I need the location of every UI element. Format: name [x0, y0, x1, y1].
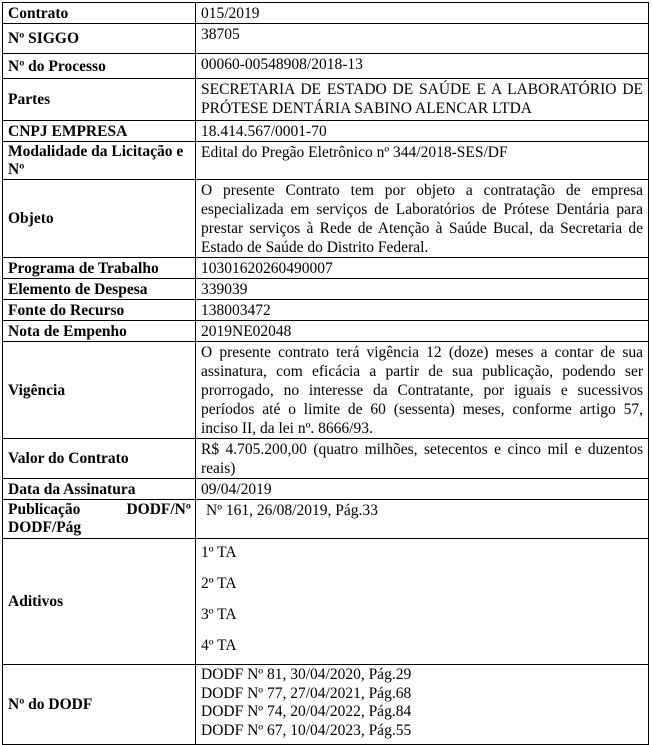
row-dodf [3, 665, 649, 745]
label-modalidade: Modalidade da Licitação e Nº [3, 142, 196, 180]
contract-summary-table [2, 2, 649, 745]
value-vigencia: O presente contrato terá vigência 12 (doze) meses a contar de sua assinatura, com eficácia a partir de sua publicação, podendo ser prorrogado, no interesse da Contratante, por iguais e sucessivos períodos até o limite de 60 (sessenta) meses, conforme artigo 57, inciso II, da lei nº. 8666/93. [196, 342, 649, 439]
value-cnpj: 18.414.567/0001-70 [196, 121, 649, 142]
value-valor: R$ 4.705.200,00 (quatro milhões, setecentos e cinco mil e duzentos reais) [196, 439, 649, 479]
row-cnpj [3, 121, 649, 142]
row-publicacao [3, 500, 649, 539]
label-partes: Partes [3, 79, 196, 121]
label-vigencia: Vigência [3, 342, 196, 439]
row-programa [3, 258, 649, 279]
row-valor [3, 439, 649, 479]
label-valor: Valor do Contrato [3, 439, 196, 479]
label-programa: Programa de Trabalho [3, 258, 196, 279]
label-elemento: Elemento de Despesa [3, 279, 196, 300]
publicacao-label-part1: Publicação [8, 501, 81, 518]
aditivo-item: 3º TA [201, 606, 237, 623]
value-dodf [196, 665, 649, 745]
row-modalidade [3, 142, 649, 180]
row-vigencia [3, 342, 649, 439]
dodf-item: DODF Nº 67, 10/04/2023, Pág.55 [201, 721, 412, 739]
label-dodf: Nº do DODF [3, 665, 196, 745]
row-contrato [3, 3, 649, 24]
aditivo-item: 1º TA [201, 544, 237, 561]
label-siggo: Nº SIGGO [3, 24, 196, 54]
value-objeto: O presente Contrato tem por objeto a contratação de empresa especializada em serviços de Laboratórios de Prótese Dentária para prestar serviços à Rede de Atenção à Saúde Bucal, da Secretaria de Estado de Saúde do Distrito Federal. [196, 180, 649, 258]
value-elemento: 339039 [196, 279, 649, 300]
label-aditivos: Aditivos [3, 539, 196, 665]
row-assinatura [3, 479, 649, 500]
value-contrato: 015/2019 [196, 3, 649, 24]
label-assinatura: Data da Assinatura [3, 479, 196, 500]
label-publicacao [3, 500, 196, 539]
value-partes: SECRETARIA DE ESTADO DE SAÚDE E A LABORATÓRIO DE PRÓTESE DENTÁRIA SABINO ALENCAR LTDA [196, 79, 649, 121]
dodf-item: DODF Nº 81, 30/04/2020, Pág.29 [201, 666, 412, 683]
row-partes [3, 79, 649, 121]
value-empenho: 2019NE02048 [196, 321, 649, 342]
row-processo [3, 54, 649, 79]
row-fonte [3, 300, 649, 321]
value-assinatura: 09/04/2019 [196, 479, 649, 500]
publicacao-label-line1 [8, 501, 191, 519]
value-modalidade: Edital do Pregão Eletrônico nº 344/2018-SES/DF [196, 142, 649, 180]
value-programa: 10301620260490007 [196, 258, 649, 279]
row-empenho [3, 321, 649, 342]
label-empenho: Nota de Empenho [3, 321, 196, 342]
label-cnpj: CNPJ EMPRESA [3, 121, 196, 142]
label-fonte: Fonte do Recurso [3, 300, 196, 321]
label-contrato: Contrato [3, 3, 196, 24]
label-objeto: Objeto [3, 180, 196, 258]
publicacao-label-line2: DODF/Pág [8, 519, 82, 536]
row-siggo [3, 24, 649, 54]
value-siggo: 38705 [196, 24, 649, 54]
aditivo-item: 4º TA [201, 637, 237, 654]
publicacao-label-part2: DODF/Nº [126, 501, 191, 518]
dodf-item: DODF Nº 77, 27/04/2021, Pág.68 [201, 684, 412, 702]
value-aditivos [196, 539, 649, 665]
label-processo: Nº do Processo [3, 54, 196, 79]
value-processo: 00060-00548908/2018-13 [196, 54, 649, 79]
value-publicacao: Nº 161, 26/08/2019, Pág.33 [196, 500, 649, 539]
row-objeto [3, 180, 649, 258]
dodf-item: DODF Nº 74, 20/04/2022, Pág.84 [201, 703, 412, 720]
value-fonte: 138003472 [196, 300, 649, 321]
row-aditivos [3, 539, 649, 665]
row-elemento [3, 279, 649, 300]
aditivo-item: 2º TA [201, 575, 237, 592]
